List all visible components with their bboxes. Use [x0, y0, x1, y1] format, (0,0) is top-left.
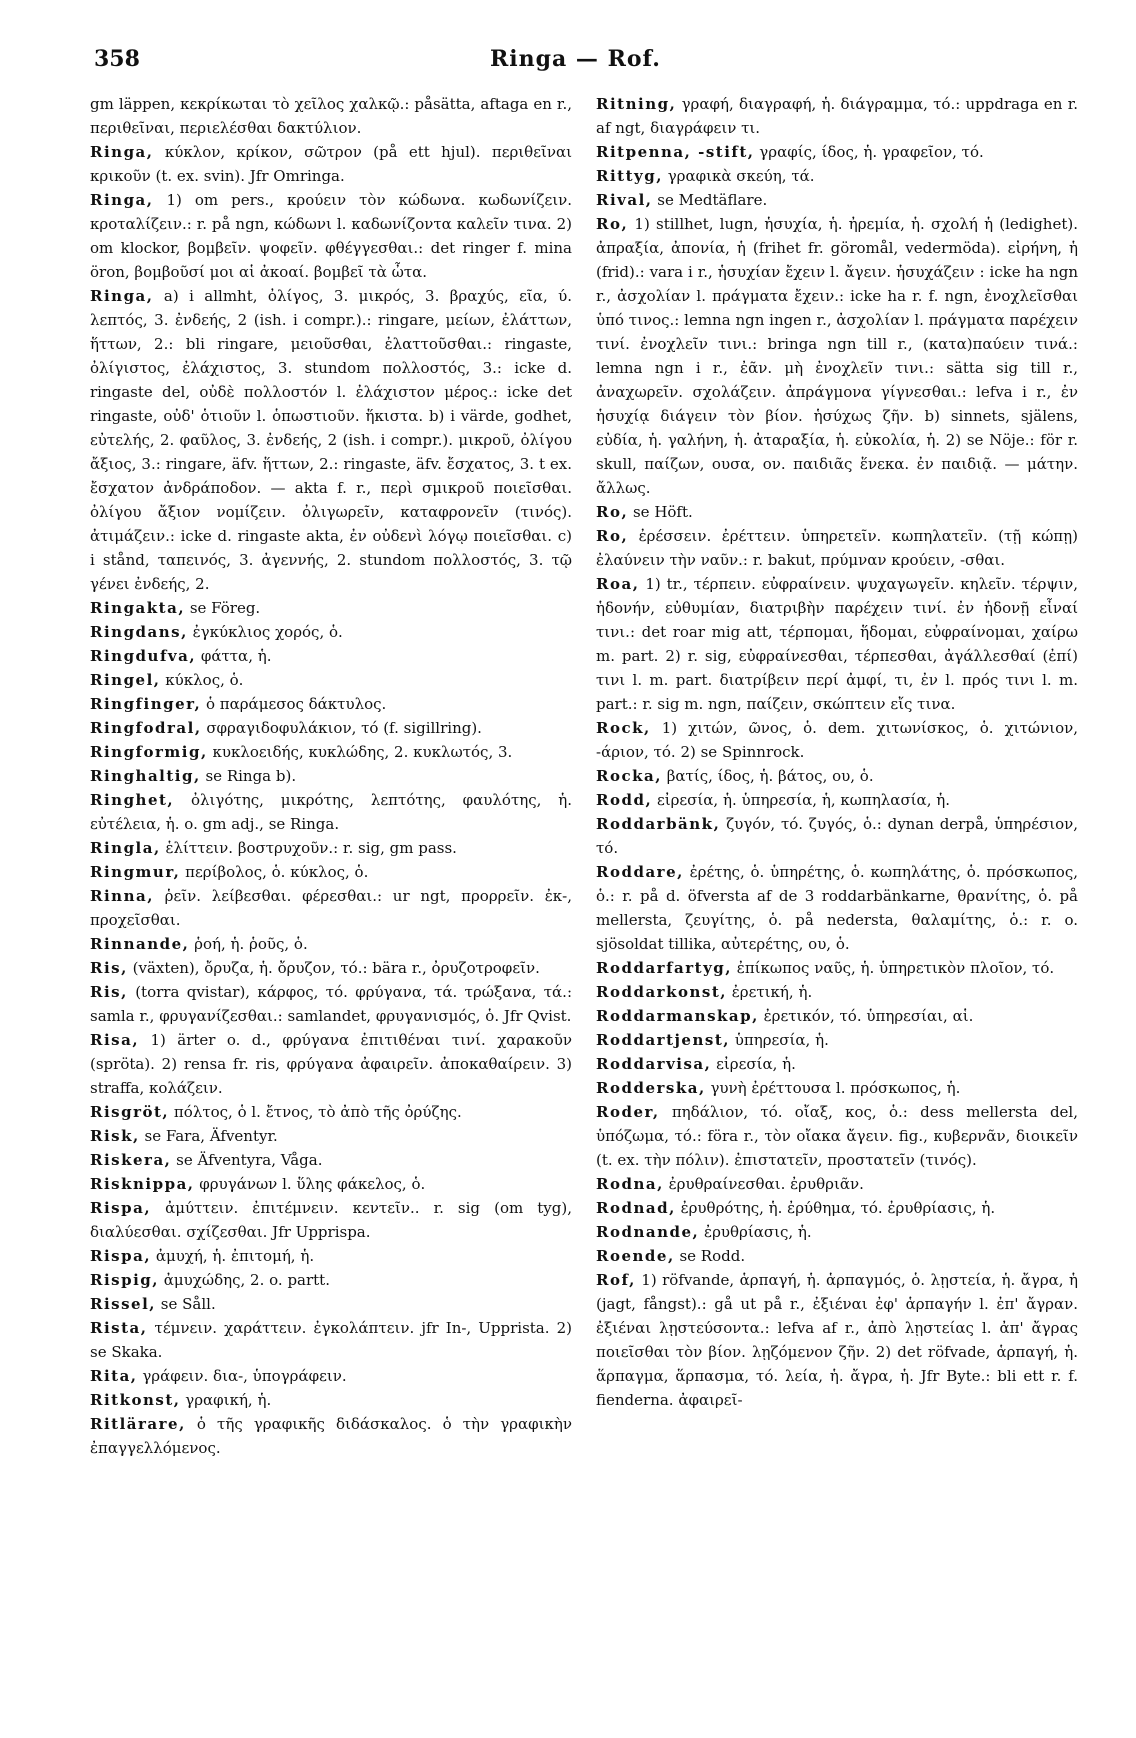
entry-definition: γραφικὰ σκεύη, τά. [662, 167, 815, 185]
entry-definition: ἐρετικόν, τό. ὑπηρεσίαι, αἱ. [758, 1007, 974, 1025]
entry-headword: Rinnande, [90, 935, 190, 953]
entry-headword: Rodnad, [596, 1199, 676, 1217]
entry-definition: ἐπίκωπος ναῦς, ἡ. ὑπηρετικὸν πλοῖον, τό. [732, 959, 1055, 977]
dictionary-entry [596, 716, 1078, 764]
dictionary-entry [90, 1196, 572, 1244]
dictionary-entry [596, 1028, 1078, 1052]
entry-headword: Riskera, [90, 1151, 172, 1169]
dictionary-entry [596, 1220, 1078, 1244]
dictionary-entry [90, 1388, 572, 1412]
entry-definition: ζυγόν, τό. ζυγός, ὁ.: dynan derpå, ὑπηρέσιον, τό. [596, 815, 1078, 857]
dictionary-entry [596, 524, 1078, 572]
dictionary-entry [596, 956, 1078, 980]
entry-headword: Ritpenna, -stift, [596, 143, 755, 161]
entry-definition: se Ringa b). [200, 767, 297, 785]
entry-definition: κύκλος, ὁ. [160, 671, 244, 689]
entry-headword: Rodd, [596, 791, 653, 809]
dictionary-entry [90, 932, 572, 956]
entry-headword: Rodnande, [596, 1223, 700, 1241]
entry-headword: Roddarfartyg, [596, 959, 732, 977]
dictionary-entry [90, 1124, 572, 1148]
dictionary-entry [596, 860, 1078, 956]
entry-definition: 1) ärter o. d., φρύγανα ἐπιτιθέναι τινί. χαρακοῦν (spröta). 2) rensa fr. ris, φρύγανα ἀφαιρεῖν. ἀποκαθαίρειν. 3) straffa, κολάζειν. [90, 1031, 572, 1097]
entry-headword: Rof, [596, 1271, 636, 1289]
dictionary-entry [596, 1244, 1078, 1268]
entry-headword: Rival, [596, 191, 653, 209]
entry-definition: se Medtäflare. [652, 191, 768, 209]
entry-headword: Ringhaltig, [90, 767, 201, 785]
dictionary-entry [90, 1172, 572, 1196]
entry-definition: 1) om pers., κρούειν τὸν κώδωνα. κωδωνίζειν. κροταλίζειν.: r. på ngn, κώδωνι l. καδωνίζοντα καλεῖν τινα. 2) om klockor, βομβεῖν. ψοφεῖν. φθέγγεσθαι.: det ringer f. mina öron, βομβοῦσί μοι αἱ ἀκοαί. βομβεῖ τὰ ὦτα. [90, 191, 572, 281]
entry-definition: ἐρέτης, ὁ. ὑπηρέτης, ὁ. κωπηλάτης, ὁ. πρόσκωπος, ὁ.: r. på d. öfversta af de 3 roddarbänkarne, θρανίτης, ὁ. på mellersta, ζευγίτης, ὁ. på nedersta, θαλαμίτης, ὁ.: r. o. sjösoldat tillika, αὐτερέτης, ου, ὁ. [596, 863, 1078, 953]
dictionary-entry [90, 140, 572, 188]
dictionary-entry [596, 92, 1078, 140]
dictionary-entry [596, 500, 1078, 524]
entry-definition: se Äfventyra, Våga. [171, 1151, 323, 1169]
entry-definition: φάττα, ἡ. [196, 647, 272, 665]
dictionary-entry [596, 788, 1078, 812]
entry-headword: Rodna, [596, 1175, 664, 1193]
dictionary-entry [90, 188, 572, 284]
entry-definition: ὁ παράμεσος δάκτυλος. [201, 695, 387, 713]
dictionary-entry [90, 1268, 572, 1292]
dictionary-entry [90, 956, 572, 980]
entry-headword: Ris, [90, 959, 128, 977]
entry-headword: Roende, [596, 1247, 675, 1265]
entry-headword: Roddare, [596, 863, 684, 881]
entry-headword: Ringla, [90, 839, 161, 857]
dictionary-entry [90, 860, 572, 884]
dictionary-entry [90, 884, 572, 932]
entry-headword: Roddartjenst, [596, 1031, 730, 1049]
dictionary-entry [90, 836, 572, 860]
entry-definition: ἐρέσσειν. ἐρέττειν. ὑπηρετεῖν. κωπηλατεῖν. (τῇ κώπῃ) ἐλαύνειν τὴν ναῦν.: r. bakut, πρύμναν κρούειν, -σθαι. [596, 527, 1078, 569]
dictionary-entry [90, 596, 572, 620]
entry-headword: Ringakta, [90, 599, 186, 617]
entry-headword: Ringa, [90, 191, 154, 209]
dictionary-entry [596, 812, 1078, 860]
entry-definition: ὀλιγότης, μικρότης, λεπτότης, φαυλότης, ἡ. εὐτέλεια, ἡ. o. gm adj., se Ringa. [90, 791, 572, 833]
entry-headword: Ringdufva, [90, 647, 197, 665]
entry-definition: se Fara, Äfventyr. [139, 1127, 278, 1145]
entry-headword: Ringfodral, [90, 719, 202, 737]
dictionary-entry [596, 1268, 1078, 1412]
entry-definition: περίβολος, ὁ. κύκλος, ὁ. [180, 863, 369, 881]
entry-headword: Rita, [90, 1367, 138, 1385]
entry-headword: Roddarbänk, [596, 815, 721, 833]
right-column [596, 92, 1078, 1732]
entry-definition: ῥοή, ἡ. ῥοῦς, ὁ. [189, 935, 308, 953]
entry-definition: ἀμύττειν. ἐπιτέμνειν. κεντεῖν.. r. sig (om tyg), διαλύεσθαι. σχίζεσθαι. Jfr Upprispa. [90, 1199, 572, 1241]
entry-definition: τέμνειν. χαράττειν. ἐγκολάπτειν. jfr In-, Upprista. 2) se Skaka. [90, 1319, 572, 1361]
dictionary-entry [596, 1172, 1078, 1196]
entry-headword: Ris, [90, 983, 128, 1001]
dictionary-entry [90, 740, 572, 764]
entry-definition: πόλτος, ὁ l. ἔτνος, τὸ ἀπὸ τῆς ὀρύζης. [169, 1103, 462, 1121]
dictionary-entry [596, 1100, 1078, 1172]
entry-headword: Ringa, [90, 287, 154, 305]
entry-definition: ῥεῖν. λείβεσθαι. φέρεσθαι.: ur ngt, προρρεῖν. ἐκ-, προχεῖσθαι. [90, 887, 572, 929]
entry-definition: ἐρυθρότης, ἡ. ἐρύθημα, τό. ἐρυθρίασις, ἡ. [675, 1199, 996, 1217]
entry-headword: Ringa, [90, 143, 154, 161]
entry-headword: Ritkonst, [90, 1391, 181, 1409]
dictionary-entry [596, 212, 1078, 500]
dictionary-entry [596, 1196, 1078, 1220]
entry-definition: 1) stillhet, lugn, ἡσυχία, ἡ. ἠρεμία, ἡ. σχολή ἡ (ledighet). ἀπραξία, ἀπονία, ἡ (frihet fr. göromål, vedermöda). εἰρήνη, ἡ (frid).: vara i r., ἡσυχίαν ἔχειν l. ἄγειν. ἡσυχάζειν : icke ha ngn r., ἀσχολίαν l. πράγματα ἔχειν.: icke ha r. f. ngn, ἐνοχλεῖσθαι ὑπό τινος.: lemna ngn ingen r., ἀσχολίαν l. πράγματα παρέχειν τινί. ἐνοχλεῖν τινι.: bringa ngn till r., (κατα)παύειν τινά.: lemna ngn i r., ἐᾶν. μὴ ἐνοχλεῖν τινι.: sätta sig till r., ἀναχωρεῖν. σχολάζειν. ἀπράγμονα γίγνεσθαι.: lefva i r., ἐν ἡσυχίᾳ διάγειν τὸν βίον. ἡσύχως ζῆν. b) sinnets, själens, εὐδία, ἡ. γαλήνη, ἡ. ἀταραξία, ἡ. εὐκολία, ἡ. 2) se Nöje.: för r. skull, παίζων, ουσα, ον. παιδιᾶς ἕνεκα. ἐν παιδιᾷ. — μάτην. ἄλλως. [596, 215, 1078, 497]
dictionary-entry [596, 1076, 1078, 1100]
entry-definition: ἐρυθραίνεσθαι. ἐρυθριᾶν. [663, 1175, 864, 1193]
entry-headword: Risknippa, [90, 1175, 195, 1193]
entry-definition: se Rodd. [674, 1247, 746, 1265]
dictionary-entry [90, 716, 572, 740]
entry-definition: ἑλίττειν. βοστρυχοῦν.: r. sig, gm pass. [160, 839, 457, 857]
dictionary-entry [90, 1244, 572, 1268]
dictionary-entry [90, 980, 572, 1028]
dictionary-entry [596, 164, 1078, 188]
dictionary-entry [90, 284, 572, 596]
entry-definition: γραφή, διαγραφή, ἡ. διάγραμμα, τό.: uppdraga en r. af ngt, διαγράφειν τι. [596, 95, 1078, 137]
entry-definition: 1) χιτών, ῶνος, ὁ. dem. χιτωνίσκος, ὁ. χιτώνιον, -άριον, τό. 2) se Spinnrock. [596, 719, 1078, 761]
dictionary-entry [90, 1100, 572, 1124]
entry-definition: ὁ τῆς γραφικῆς διδάσκαλος. ὁ τὴν γραφικὴν ἐπαγγελλόμενος. [90, 1415, 572, 1457]
entry-headword: Ringmur, [90, 863, 181, 881]
entry-headword: Rista, [90, 1319, 148, 1337]
entry-headword: Ringel, [90, 671, 161, 689]
dictionary-entry [90, 1316, 572, 1364]
entry-definition: gm läppen, κεκρίκωται τὸ χεῖλος χαλκῷ.: påsätta, aftaga en r., περιθεῖναι, περιελέσθαι δακτύλιον. [90, 95, 572, 137]
entry-definition: se Höft. [628, 503, 693, 521]
entry-headword: Rispa, [90, 1199, 152, 1217]
dictionary-entry [596, 188, 1078, 212]
entry-definition: (torra qvistar), κάρφος, τό. φρύγανα, τά. τρώξανα, τά.: samla r., φρυγανίζεσθαι.: samlandet, φρυγανισμός, ὁ. Jfr Qvist. [90, 983, 572, 1025]
dictionary-entry [596, 764, 1078, 788]
entry-headword: Rispa, [90, 1247, 152, 1265]
entry-headword: Ritning, [596, 95, 677, 113]
entry-headword: Roddarmanskap, [596, 1007, 759, 1025]
entry-definition: ἐγκύκλιος χορός, ὁ. [187, 623, 343, 641]
dictionary-entry [90, 620, 572, 644]
running-head: Ringa — Rof. [490, 46, 661, 72]
entry-definition: γραφίς, ίδος, ἡ. γραφεῖον, τό. [754, 143, 984, 161]
dictionary-entry [90, 1412, 572, 1460]
entry-headword: Roder, [596, 1103, 660, 1121]
entry-definition: βατίς, ίδος, ἡ. βάτος, ου, ὁ. [661, 767, 874, 785]
dictionary-entry [90, 788, 572, 836]
dictionary-entry [90, 1028, 572, 1100]
entry-definition: γυνὴ ἐρέττουσα l. πρόσκωπος, ἡ. [705, 1079, 961, 1097]
entry-definition: κύκλον, κρίκον, σῶτρον (på ett hjul). περιθεῖναι κρικοῦν (t. ex. svin). Jfr Omringa. [90, 143, 572, 185]
entry-definition: εἰρεσία, ἡ. [711, 1055, 796, 1073]
dictionary-entry [596, 980, 1078, 1004]
entry-definition: φρυγάνων l. ὕλης φάκελος, ὁ. [194, 1175, 426, 1193]
entry-definition: a) i allmht, ὀλίγος, 3. μικρός, 3. βραχύς, εῖα, ύ. λεπτός, 3. ἐνδεής, 2 (ish. i compr.).: ringare, μείων, ἐλάττων, ἥττων, 2.: bli ringare, μειοῦσθαι, ἐλαττοῦσθαι.: ringaste, ὀλίγιστος, ἐλάχιστος, 3. stundom πολλοστός, 3.: icke d. ringaste del, οὐδὲ πολλοστόν l. ἐλάχιστον μέρος.: icke det ringaste, οὐδ' ὁτιοῦν l. ὁπωστιοῦν. ἥκιστα. b) i värde, godhet, εὐτελής, 2. φαῦλος, 3. ἐνδεής, 2 (ish. i compr.). μικροῦ, ὀλίγου ἄξιος, 3.: ringare, äfv. ἥττων, 2.: ringaste, äfv. ἔσχατος, 3. t ex. ἔσχατον ἀνδράποδον. — akta f. r., περὶ σμικροῦ ποιεῖσθαι. ὀλίγου ἄξιον νομίζειν. ὀλιγωρεῖν, καταφρονεῖν (τινός). ἀτιμάζειν.: icke d. ringaste akta, ἐν οὐδενὶ λόγῳ ποιεῖσθαι. c) i stånd, ταπεινός, 3. ἀγεννής, 2. stundom πολλοστός, 3. τῷ γένει ἐνδεής, 2. [90, 287, 572, 593]
entry-definition: ὑπηρεσία, ἡ. [729, 1031, 829, 1049]
dictionary-entry [596, 1052, 1078, 1076]
entry-headword: Roddarkonst, [596, 983, 727, 1001]
dictionary-entry [90, 1292, 572, 1316]
entry-headword: Rispig, [90, 1271, 160, 1289]
entry-headword: Ro, [596, 503, 629, 521]
entry-definition: ἀμυχώδης, 2. o. partt. [159, 1271, 330, 1289]
entry-definition: se Föreg. [185, 599, 261, 617]
entry-definition: πηδάλιον, τό. οἴαξ, κος, ὁ.: dess mellersta del, ὑπόζωμα, τό.: föra r., τὸν οἴακα ἄγειν. fig., κυβερνᾶν, διοικεῖν (t. ex. τὴν πόλιν). ἐπιστατεῖν, προστατεῖν (τινός). [596, 1103, 1078, 1169]
entry-headword: Ritlärare, [90, 1415, 186, 1433]
dictionary-entry [596, 1004, 1078, 1028]
left-column [90, 92, 572, 1732]
entry-headword: Risgröt, [90, 1103, 170, 1121]
entry-headword: Ringformig, [90, 743, 208, 761]
entry-headword: Rocka, [596, 767, 662, 785]
entry-headword: Ringfinger, [90, 695, 202, 713]
entry-headword: Ro, [596, 215, 629, 233]
entry-headword: Rinna, [90, 887, 154, 905]
dictionary-entry [90, 692, 572, 716]
entry-headword: Ringhet, [90, 791, 175, 809]
entry-definition: γραφική, ἡ. [180, 1391, 272, 1409]
entry-headword: Rissel, [90, 1295, 157, 1313]
entry-headword: Ro, [596, 527, 629, 545]
dictionary-entry [90, 644, 572, 668]
entry-headword: Risa, [90, 1031, 140, 1049]
entry-definition: γράφειν. δια-, ὑπογράφειν. [137, 1367, 347, 1385]
entry-headword: Rittyg, [596, 167, 663, 185]
dictionary-entry [90, 1148, 572, 1172]
entry-definition: ἐρετική, ἡ. [726, 983, 813, 1001]
entry-headword: Risk, [90, 1127, 140, 1145]
entry-definition: (växten), ὄρυζα, ἡ. ὄρυζον, τό.: bära r., ὀρυζοτροφεῖν. [127, 959, 540, 977]
entry-definition: ἀμυχή, ἡ. ἐπιτομή, ἡ. [151, 1247, 315, 1265]
entry-definition: κυκλοειδής, κυκλώδης, 2. κυκλωτός, 3. [207, 743, 513, 761]
entry-headword: Rock, [596, 719, 651, 737]
dictionary-entry [90, 764, 572, 788]
entry-definition: σφραγιδοφυλάκιον, τό (f. sigillring). [201, 719, 482, 737]
entry-definition: ἐρυθρίασις, ἡ. [699, 1223, 812, 1241]
entry-headword: Roa, [596, 575, 640, 593]
dictionary-entry [596, 572, 1078, 716]
page-number: 358 [94, 46, 140, 72]
entry-headword: Roddarvisa, [596, 1055, 712, 1073]
entry-headword: Rodderska, [596, 1079, 706, 1097]
entry-definition: 1) röfvande, ἁρπαγή, ἡ. ἁρπαγμός, ὁ. λῃστεία, ἡ. ἄγρα, ἡ (jagt, fångst).: gå ut på r., ἐξιέναι ἐφ' ἁρπαγήν l. ἐπ' ἄγραν. ἐξιέναι λῃστεύσοντα.: lefva af r., ἀπὸ λῃστείας l. ἀπ' ἄγρας ποιεῖσθαι τὸν βίον. λῃζόμενον ζῆν. 2) det röfvade, ἁρπαγή, ἡ. ἅρπαγμα, ἅρπασμα, τό. λεία, ἡ. ἄγρα, ἡ. Jfr Byte.: bli ett r. f. fienderna. ἀφαιρεῖ- [596, 1271, 1078, 1409]
dictionary-entry [596, 140, 1078, 164]
dictionary-entry [90, 92, 572, 140]
dictionary-entry [90, 668, 572, 692]
entry-definition: εἰρεσία, ἡ. ὑπηρεσία, ἡ, κωπηλασία, ἡ. [652, 791, 950, 809]
dictionary-entry [90, 1364, 572, 1388]
entry-definition: se Såll. [156, 1295, 216, 1313]
entry-headword: Ringdans, [90, 623, 188, 641]
entry-definition: 1) tr., τέρπειν. εὐφραίνειν. ψυχαγωγεῖν. κηλεῖν. τέρψιν, ἡδονήν, εὐθυμίαν, διατριβὴν παρέχειν τινί. ἐν ἡδονῇ εἶναί τινι.: det roar mig att, τέρπομαι, ἥδομαι, εὐφραίνομαι, χαίρω m. part. 2) r. sig, εὐφραίνεσθαι, τέρπεσθαι, ἀγάλλεσθαί (ἐπί) τινι l. m. part. διατρίβειν περί ἀμφί, τι, ἐν l. πρός τινι l. m. part.: r. sig m. ngn, παίζειν, σκώπτειν εἴς τινα. [596, 575, 1078, 713]
